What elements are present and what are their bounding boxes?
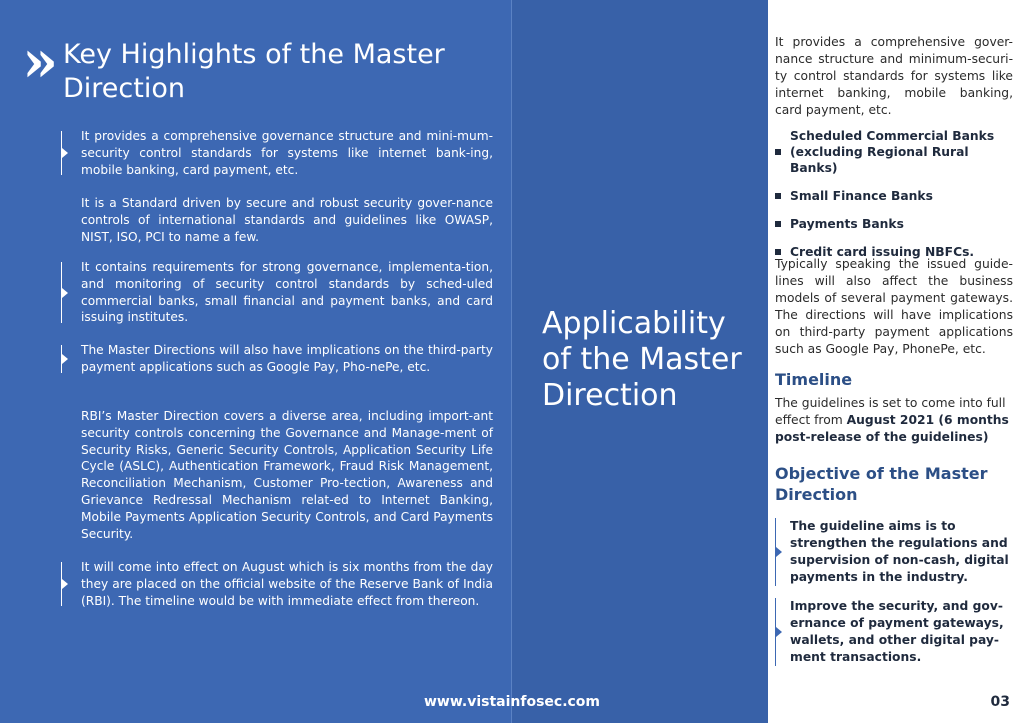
highlight-text: It will come into effect on August which is six months from the day they are placed on the official website of the Reserve Bank of India (RBI). The timeline would be with immediate effect from thereon. — [81, 560, 493, 608]
highlight-text: It provides a comprehensive governance structure and mini-mum-security control standards for systems like internet bank-ing, mobile banking, card payment, etc. — [81, 129, 493, 177]
entities-list — [775, 128, 1020, 272]
intro-paragraph: It provides a comprehensive gover-nance structure and minimum-securi-ty control standards for systems like internet banking, mobile banking, card payment, etc. — [775, 35, 1013, 117]
objective-text: The guideline aims is to strengthen the regulations and supervision of non-cash, digital payments in the industry. — [790, 519, 1009, 584]
square-bullet-icon — [775, 249, 781, 255]
highlight-item — [61, 259, 493, 326]
page-number: 03 — [990, 694, 1010, 710]
website-link[interactable]: www.vistainfosec.com — [423, 694, 601, 710]
objective-item — [775, 518, 1013, 586]
square-bullet-icon — [775, 149, 781, 155]
entity-item — [775, 216, 1020, 232]
entity-label: Small Finance Banks — [790, 189, 933, 203]
timeline-text: The guidelines is set to come into full effect from — [775, 396, 1006, 427]
objective-item — [775, 598, 1013, 666]
timeline-paragraph — [775, 395, 1013, 446]
quote-chevron-icon: » — [22, 27, 53, 95]
typically-paragraph: Typically speaking the issued guide-lines will also affect the business models of several payment gateways. The directions will have implications on third-party payment applications such as Google Pay, PhonePe, etc. — [775, 257, 1013, 356]
highlight-item — [61, 408, 493, 542]
applicability-heading: Applicability of the Master Direction — [542, 306, 742, 413]
highlight-item — [61, 128, 493, 178]
square-bullet-icon — [775, 193, 781, 199]
highlight-item — [61, 195, 493, 245]
left-title: Key Highlights of the Master Direction — [63, 39, 445, 104]
square-bullet-icon — [775, 221, 781, 227]
entity-label: Scheduled Commercial Banks (excluding Regional Rural Banks) — [790, 129, 995, 175]
arrow-right-icon — [62, 148, 68, 158]
entity-item — [775, 128, 1020, 176]
entity-item — [775, 188, 1020, 204]
highlight-text: RBI’s Master Direction covers a diverse area, including import-ant security controls concerning the Governance and Manage-ment of Security Risks, Generic Security Controls, Application Security Life Cycle (ASLC), Authentication Framework, Fraud Risk Management, Reconciliation Mechanism, Customer Pro-tection, Awareness and Grievance Redressal Mechanism relat-ed to Internet Banking, Mobile Payments Application Security Controls, and Card Payments Security. — [81, 409, 493, 541]
timeline-date: August 2021 (6 months post-release of the guidelines) — [775, 413, 1009, 444]
arrow-right-icon — [776, 627, 782, 637]
entity-label: Payments Banks — [790, 217, 904, 231]
objective-text: Improve the security, and gov-ernance of payment gateways, wallets, and other digital pay-ment transactions. — [790, 599, 1004, 664]
arrow-right-icon — [62, 354, 68, 364]
highlight-item — [61, 559, 493, 609]
highlight-item — [61, 342, 493, 376]
highlight-text: It is a Standard driven by secure and robust security gover-nance controls of international standards and guidelines like OWASP, NIST, ISO, PCI to name a few. — [81, 196, 493, 244]
arrow-right-icon — [776, 547, 782, 557]
highlight-text: It contains requirements for strong governance, implementa-tion, and monitoring of security control standards by sched-uled commercial banks, small financial and payment banks, and card issuing institutes. — [81, 260, 493, 325]
arrow-right-icon — [62, 288, 68, 298]
objective-heading: Objective of the Master Direction — [775, 464, 988, 504]
timeline-heading: Timeline — [775, 370, 853, 389]
highlight-text: The Master Directions will also have implications on the third-party payment applications such as Google Pay, Pho-nePe, etc. — [81, 343, 493, 374]
arrow-right-icon — [62, 579, 68, 589]
entity-label: Credit card issuing NBFCs. — [790, 245, 975, 259]
